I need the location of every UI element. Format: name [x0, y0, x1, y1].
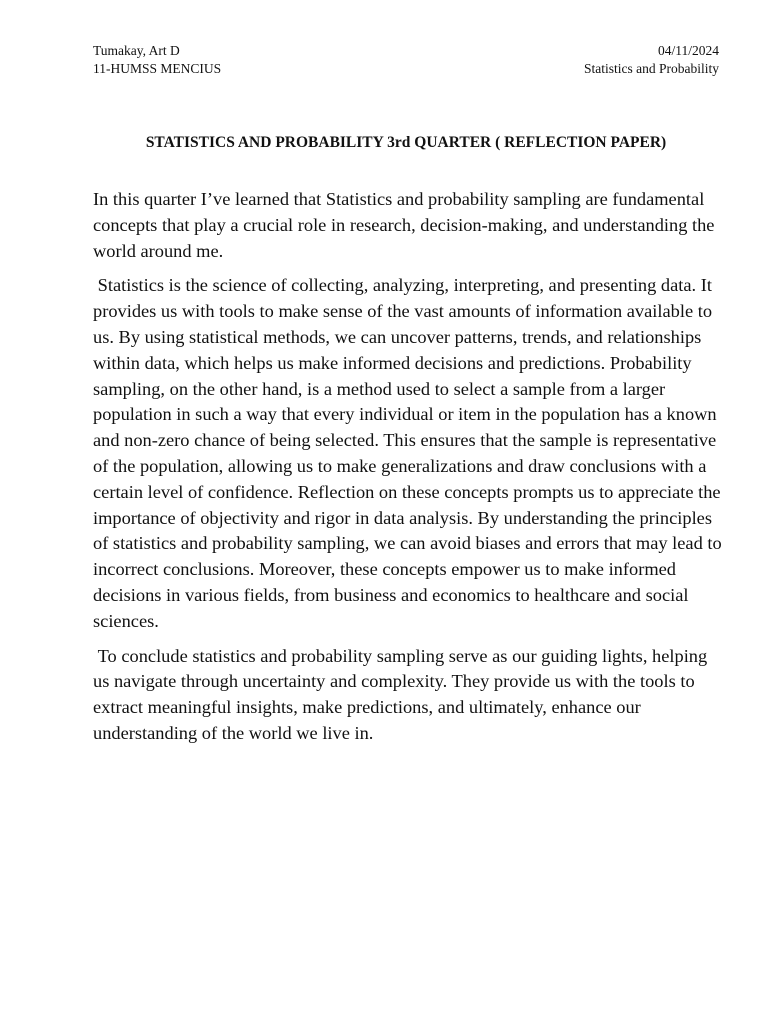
class-section: 11-HUMSS MENCIUS: [93, 61, 222, 76]
header-left: [93, 42, 221, 78]
paragraph-conclusion: To conclude statistics and probability sampling serve as our guiding lights, helping us navigate through uncertainty and complexity. They provide us with the tools to extract meaningful insights, make predictions, and ultimately, enhance our understanding of the world we live in.: [93, 645, 712, 743]
page-title: STATISTICS AND PROBABILITY 3rd QUARTER ( REFLECTION PAPER): [145, 134, 667, 151]
author-name: Tumakay, Art D: [93, 43, 180, 58]
subject-name: Statistics and Probability: [584, 61, 719, 76]
paragraph-main: Statistics is the science of collecting, analyzing, interpreting, and presenting data. It provides us with tools to make sense of the vast amounts of information available to us. By using statistical methods, we can uncover patterns, trends, and relationships within data, which helps us make informed decisions and predictions. Probability sampling, on the other hand, is a method used to select a sample from a larger population in such a way that every individual or item in the population has a known and non-zero chance of being selected. This ensures that the sample is representative of the population, allowing us to make generalizations and draw conclusions with a certain level of confidence. Reflection on these concepts prompts us to appreciate the importance of objectivity and rigor in data analysis. By understanding the principles of statistics and probability sampling, we can avoid biases and errors that may lead to incorrect conclusions. Moreover, these concepts empower us to make informed decisions in various fields, from business and economics to healthcare and social sciences.: [93, 275, 727, 631]
header-right: [584, 42, 719, 78]
document-date: 04/11/2024: [657, 43, 719, 58]
paragraph-intro: In this quarter I’ve learned that Statistics and probability sampling are fundamental concepts that play a crucial role in research, decision-making, and understanding the world around me.: [93, 189, 720, 261]
document-body: [93, 187, 725, 756]
